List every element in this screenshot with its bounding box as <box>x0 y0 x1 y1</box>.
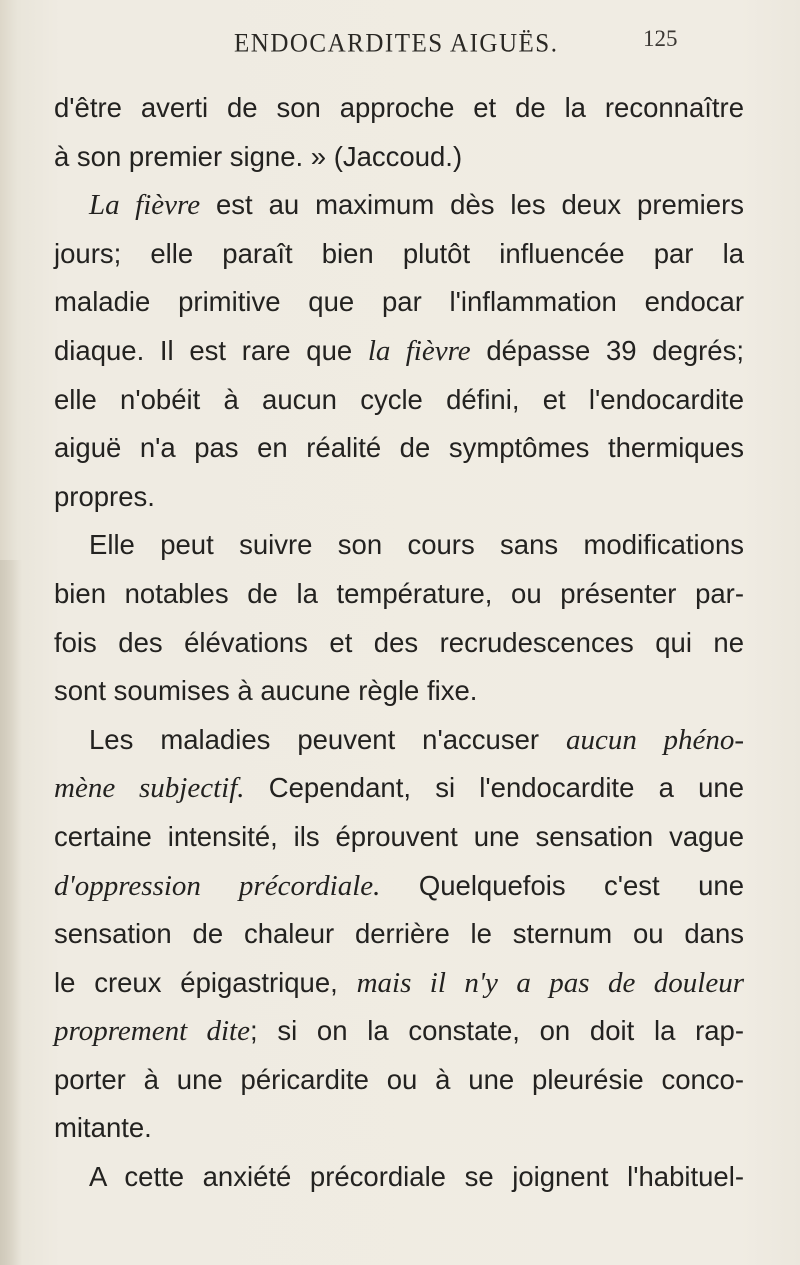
text-line: d'être averti de son approche et de la reconnaître <box>54 92 744 123</box>
text-line: proprement dite; si on la constate, on doit la rap- <box>54 1015 745 1048</box>
text-line: propres. <box>54 480 155 512</box>
text-line: jours; elle paraît bien plutôt influencée par la <box>54 237 744 269</box>
page-number: 125 <box>643 26 678 51</box>
text-line: sensation de chaleur derrière le sternum ou dans <box>54 918 744 950</box>
text-line: maladie primitive que par l'inflammation endocar <box>54 286 744 318</box>
text-line: sont soumises à aucune règle fixe. <box>54 675 478 707</box>
italic-phrase: La fièvre <box>89 189 201 222</box>
text-line: elle n'obéit à aucun cycle défini, et l'endocardite <box>54 383 744 415</box>
text-line: le creux épigastrique, mais il n'y a pas de douleur <box>54 966 744 999</box>
italic-phrase: d'oppression précordiale. <box>54 869 381 902</box>
italic-phrase: mène subjectif. <box>54 772 245 805</box>
text-line: Elle peut suivre son cours sans modifications <box>89 529 744 561</box>
text-line: bien notables de la température, ou présenter par- <box>54 577 744 609</box>
italic-phrase: proprement dite <box>54 1015 250 1048</box>
text-line: mène subjectif. Cependant, si l'endocardite a une <box>54 772 745 805</box>
text-line: mitante. <box>54 1112 152 1144</box>
text-line: fois des élévations et des recrudescences qui ne <box>54 626 744 658</box>
text-line: certaine intensité, ils éprouvent une sensation vague <box>54 820 744 852</box>
italic-phrase: mais il n'y a pas de douleur <box>356 966 744 999</box>
text-line: Les maladies peuvent n'accuser aucun phéno- <box>89 723 744 756</box>
text-line: aiguë n'a pas en réalité de symptômes thermiques <box>54 432 744 464</box>
text-line: porter à une péricardite ou à une pleurésie conco- <box>54 1063 744 1095</box>
text-line: La fièvre est au maximum dès les deux premiers <box>89 189 744 222</box>
italic-phrase: la fièvre <box>367 334 471 367</box>
text-line: d'oppression précordiale. Quelquefois c'est une <box>54 869 744 902</box>
text-line: diaque. Il est rare que la fièvre dépasse 39 degrés; <box>54 334 744 367</box>
text-line: à son premier signe. » (Jaccoud.) <box>54 140 463 172</box>
italic-phrase: aucun phéno- <box>566 723 744 756</box>
running-title: ENDOCARDITES AIGUËS. <box>234 29 559 58</box>
page-edge-shadow <box>0 560 22 1265</box>
body-text <box>54 84 744 1202</box>
page-header <box>0 18 800 58</box>
text-line: A cette anxiété précordiale se joignent l'habituel- <box>89 1161 744 1193</box>
